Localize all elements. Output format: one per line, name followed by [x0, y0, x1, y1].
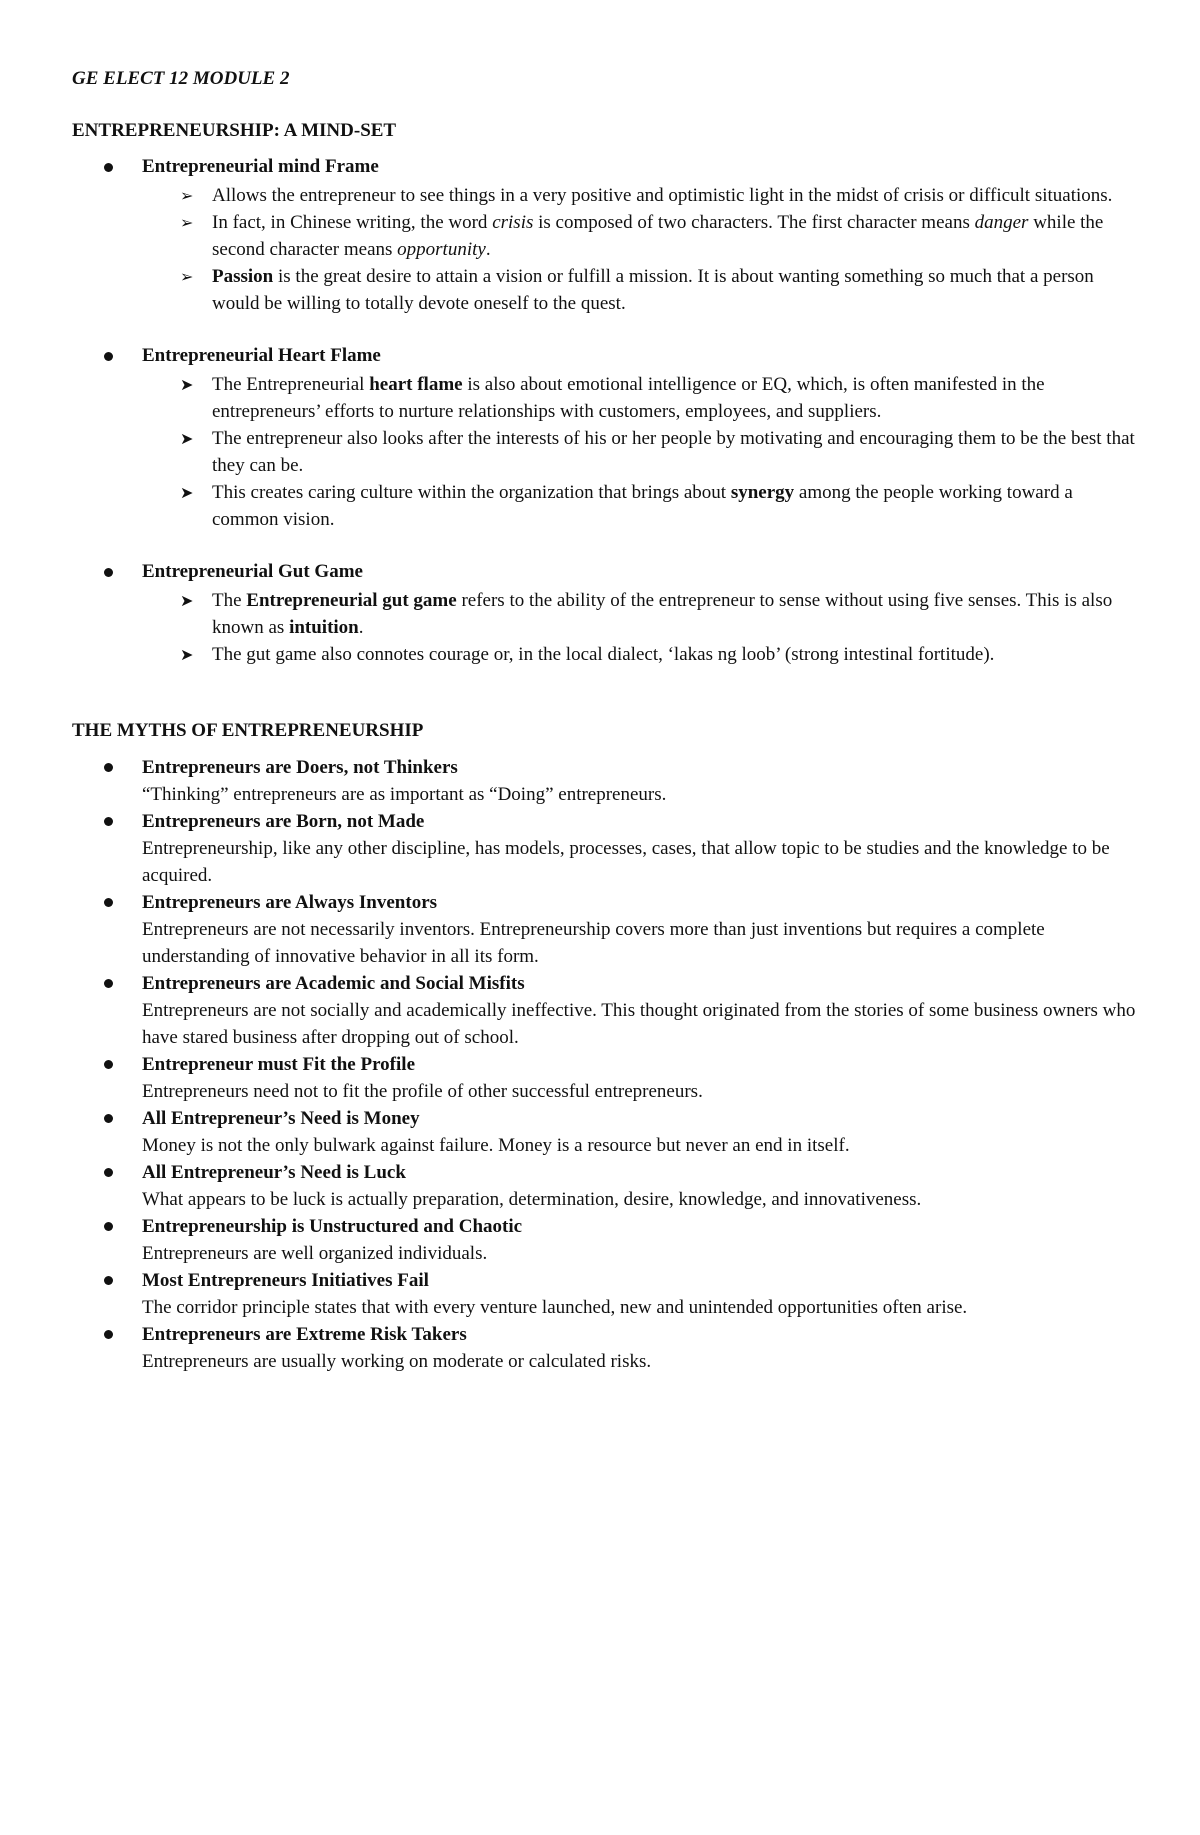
myth-title: Entrepreneur must Fit the Profile — [142, 1054, 416, 1075]
point-text: is also about emotional intelligence or EQ, which, is often manifested in the entrepreneurs’ efforts to nurture relationships with customers, employees, and suppliers. — [212, 374, 1045, 422]
point-text: refers to the ability of the entrepreneur to sense without using five senses. This is also known as — [212, 590, 1113, 638]
point-text: while the second character means — [212, 212, 1104, 260]
myth-title: Most Entrepreneurs Initiatives Fail — [142, 1270, 429, 1291]
point-text: Allows the entrepreneur to see things in a very positive and optimistic light in the midst of crisis or difficult situations. — [212, 185, 1113, 206]
point-list — [142, 587, 1142, 668]
point-text: In fact, in Chinese writing, the word — [212, 212, 493, 233]
myth-description: The corridor principle states that with every venture launched, new and unintended opportunities often arise. — [142, 1297, 968, 1318]
emphasis-opportunity: opportunity — [397, 239, 486, 260]
list-item — [142, 425, 1142, 479]
list-item — [142, 263, 1142, 317]
point-text: The entrepreneur also looks after the interests of his or her people by motivating and encouraging them to be the best that they can be. — [212, 428, 1135, 476]
myth-title: Entrepreneurs are Born, not Made — [142, 811, 425, 832]
myth-description: Entrepreneurs are not necessarily inventors. Entrepreneurship covers more than just inventions but requires a complete understanding of innovative behavior in all its form. — [142, 919, 1045, 967]
bullet-icon — [104, 979, 113, 988]
myth-list — [72, 754, 1142, 1375]
term-gut-game: Entrepreneurial gut game — [246, 590, 457, 611]
term-synergy: synergy — [730, 482, 795, 503]
myth-description: Entrepreneurship, like any other discipline, has models, processes, cases, that allow topic to be studies and the knowledge to be acquired. — [142, 838, 1110, 886]
bullet-icon — [104, 1222, 113, 1231]
arrow-bullet-icon: ➤ — [180, 591, 194, 610]
point-text: This creates caring culture within the organization that brings about — [212, 482, 731, 503]
myth-item — [72, 1105, 1142, 1159]
bullet-icon — [104, 163, 113, 172]
bullet-icon — [104, 898, 113, 907]
arrow-bullet-icon: ➤ — [180, 483, 194, 502]
point-text: among the people working toward a common vision. — [212, 482, 1073, 530]
point-list — [142, 371, 1142, 533]
bullet-icon — [104, 1330, 113, 1339]
myth-title: Entrepreneurs are Extreme Risk Takers — [142, 1324, 467, 1345]
bullet-icon — [104, 568, 113, 577]
arrow-bullet-icon: ➢ — [180, 186, 194, 205]
myth-description: Entrepreneurs are usually working on moderate or calculated risks. — [142, 1351, 652, 1372]
bullet-icon — [104, 1114, 113, 1123]
myth-title: All Entrepreneur’s Need is Luck — [142, 1162, 406, 1183]
myth-item — [72, 1051, 1142, 1105]
myth-item — [72, 808, 1142, 889]
section-heading-myths: THE MYTHS OF ENTREPRENEURSHIP — [72, 720, 424, 741]
arrow-bullet-icon: ➤ — [180, 429, 194, 448]
point-list — [142, 182, 1142, 317]
myth-item — [72, 970, 1142, 1051]
point-text: . — [358, 617, 364, 638]
list-item — [142, 371, 1142, 425]
bullet-icon — [104, 763, 113, 772]
topic-title: Entrepreneurial Heart Flame — [142, 345, 381, 366]
list-item — [142, 587, 1142, 641]
myth-description: Entrepreneurs are not socially and academically ineffective. This thought originated from the stories of some business owners who have stared business after dropping out of school. — [142, 1000, 1136, 1048]
topic-mind-frame — [72, 154, 1142, 317]
list-item — [142, 641, 1142, 668]
myth-description: “Thinking” entrepreneurs are as important as “Doing” entrepreneurs. — [142, 784, 667, 805]
list-item — [142, 182, 1142, 209]
section-heading-mindset: ENTREPRENEURSHIP: A MIND-SET — [72, 120, 397, 141]
topic-title: Entrepreneurial Gut Game — [142, 561, 363, 582]
myth-item — [72, 889, 1142, 970]
myth-description: Money is not the only bulwark against failure. Money is a resource but never an end in itself. — [142, 1135, 850, 1156]
myth-description: Entrepreneurs need not to fit the profile of other successful entrepreneurs. — [142, 1081, 703, 1102]
myth-title: Entrepreneurship is Unstructured and Chaotic — [142, 1216, 523, 1237]
emphasis-crisis: crisis — [492, 212, 534, 233]
bullet-icon — [104, 352, 113, 361]
point-text: The gut game also connotes courage or, in the local dialect, ‘lakas ng loob’ (strong intestinal fortitude). — [212, 644, 995, 665]
myth-title: All Entrepreneur’s Need is Money — [142, 1108, 420, 1129]
myth-item — [72, 1267, 1142, 1321]
document-page — [72, 66, 1142, 1375]
myth-item — [72, 1213, 1142, 1267]
arrow-bullet-icon: ➤ — [180, 375, 194, 394]
arrow-bullet-icon: ➤ — [180, 645, 194, 664]
bullet-icon — [104, 1060, 113, 1069]
term-passion: Passion — [212, 266, 274, 287]
emphasis-danger: danger — [974, 212, 1029, 233]
point-text: The Entrepreneurial — [212, 374, 370, 395]
point-text: . — [485, 239, 491, 260]
topic-heart-flame — [72, 343, 1142, 533]
myth-item — [72, 754, 1142, 808]
myth-title: Entrepreneurs are Doers, not Thinkers — [142, 757, 458, 778]
arrow-bullet-icon: ➢ — [180, 267, 194, 286]
term-intuition: intuition — [289, 617, 359, 638]
myth-item — [72, 1159, 1142, 1213]
document-title: GE ELECT 12 MODULE 2 — [72, 68, 290, 89]
myth-title: Entrepreneurs are Always Inventors — [142, 892, 438, 913]
bullet-icon — [104, 1276, 113, 1285]
arrow-bullet-icon: ➢ — [180, 213, 194, 232]
point-text: is the great desire to attain a vision or fulfill a mission. It is about wanting something so much that a person would be willing to totally devote oneself to the quest. — [212, 266, 1094, 314]
list-item — [142, 209, 1142, 263]
myth-item — [72, 1321, 1142, 1375]
topic-gut-game — [72, 559, 1142, 668]
point-text: is composed of two characters. The first character means — [533, 212, 975, 233]
list-item — [142, 479, 1142, 533]
point-text: The — [212, 590, 247, 611]
bullet-icon — [104, 817, 113, 826]
term-heart-flame: heart flame — [369, 374, 463, 395]
myth-description: What appears to be luck is actually preparation, determination, desire, knowledge, and innovativeness. — [142, 1189, 922, 1210]
myth-description: Entrepreneurs are well organized individuals. — [142, 1243, 488, 1264]
bullet-icon — [104, 1168, 113, 1177]
myth-title: Entrepreneurs are Academic and Social Misfits — [142, 973, 525, 994]
topic-title: Entrepreneurial mind Frame — [142, 156, 379, 177]
